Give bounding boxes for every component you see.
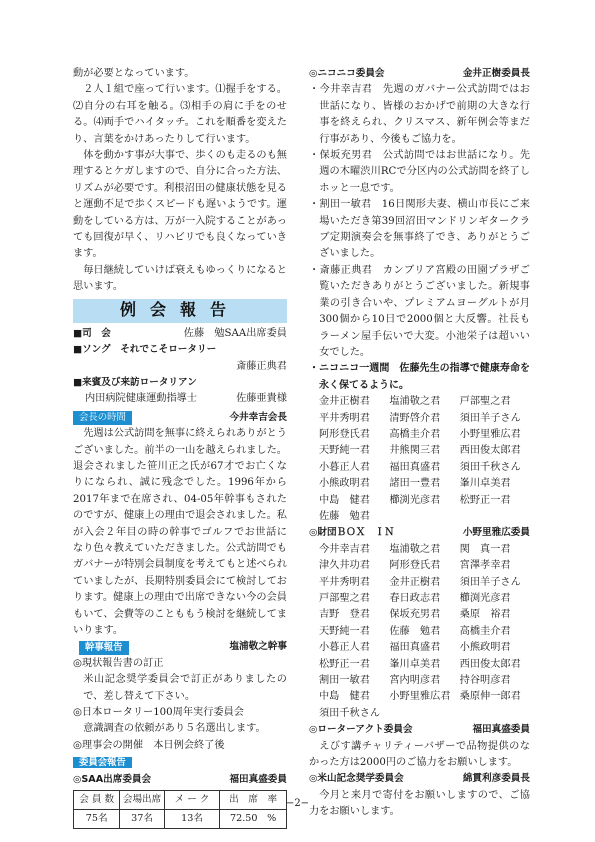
member-name: 阿形登氏君 — [389, 560, 441, 572]
member-name: 高橋圭介君 — [459, 625, 511, 637]
member-name: 割田一敏君 — [319, 675, 370, 687]
member-name: 小野里雅広君 — [389, 691, 451, 703]
president-name: 今井幸吉会長 — [229, 411, 287, 423]
member-name: 井熊関三君 — [389, 445, 441, 457]
member-name: 戸部聖之君 — [459, 396, 511, 408]
guest-label: ■来賓及び来訪ロータリアン — [73, 376, 197, 388]
member-name: 高橋圭介君 — [389, 428, 441, 440]
member-name: 福田真盛君 — [389, 461, 441, 473]
secretary-name: 塩浦敬之幹事 — [229, 641, 287, 653]
member-name: 峯川卓美君 — [459, 478, 511, 490]
song-leader-name: 斎藤正典君 — [236, 360, 287, 372]
moderator-row — [73, 326, 287, 342]
meeting-report-banner: 例会報告 — [73, 299, 287, 323]
niko-entry: ・割田一敏君 16日関形夫妻、横山市長にご来場いただき第39回沼田マンドリンギタークラブ定期演奏会を無事終了でき、ありがとうございました。 — [309, 199, 530, 260]
yoneyama-text: 今月と来月で寄付をお願いしますので、ご協力をお願いします。 — [309, 789, 530, 818]
niko-chair: 金井正樹委員長 — [462, 68, 530, 79]
member-name: 金井正樹君 — [389, 576, 441, 588]
member-name: 今井幸吉君 — [319, 543, 370, 555]
right-column — [309, 66, 530, 821]
box-name: 小野里雅広委員 — [462, 527, 530, 539]
yoneyama-label: ◎米山記念奨学委員会 — [309, 773, 404, 785]
member-name: 諸田一豊君 — [389, 478, 441, 490]
member-name: 関 真一君 — [459, 543, 511, 555]
member-name: 中島 健君 — [319, 691, 370, 703]
member-name: 阿形登氏君 — [319, 428, 370, 440]
table-cell: 72.50 % — [220, 810, 287, 829]
member-name: 天野純一君 — [319, 625, 370, 637]
member-name: 松野正一君 — [459, 494, 511, 506]
member-name: 須田羊子さん — [459, 412, 521, 424]
member-name: 小熊政明君 — [319, 478, 370, 490]
member-name: 津久井功君 — [319, 560, 370, 572]
member-name: 松野正一君 — [319, 658, 370, 670]
saa-row — [73, 772, 287, 788]
member-name: 桑原伸一郎君 — [459, 691, 521, 703]
member-name — [389, 706, 459, 722]
table-header-cell: 会 員 数 — [74, 791, 120, 810]
niko-entry: ・今井幸吉君 先週のガバナー公式訪問ではお世話になり、皆様のおかげで前期の大きな行事を終えられ、クリスマス、新年例会等まだ行事があり、今後もご協力を。 — [309, 84, 530, 145]
member-name: 塩浦敬之君 — [389, 396, 441, 408]
table-header-cell: メ ー ク — [164, 791, 219, 810]
member-name: 櫛渕光彦君 — [459, 593, 511, 604]
member-name: 中島 健君 — [319, 494, 370, 506]
member-name — [460, 706, 530, 722]
yoneyama-header — [309, 771, 530, 787]
member-name: 小熊政明君 — [459, 642, 511, 654]
paragraph: 毎日継続していけば衰えもゆっくりになると思います。 — [73, 264, 287, 293]
box-names — [309, 542, 530, 722]
guest-org: 内田病院健康運動指導士 — [85, 393, 198, 405]
guest-row — [73, 391, 287, 407]
secretary-item: ◎理事会の開催 本日例会終了後 — [73, 739, 225, 751]
table-header-cell: 出 席 率 — [220, 791, 287, 810]
niko-label: ◎ニコニコ委員会 — [309, 68, 385, 79]
member-name: 櫛渕光彦君 — [389, 494, 441, 506]
table-cell: 75名 — [74, 810, 120, 829]
member-name: 佐藤 勉君 — [389, 625, 441, 637]
secretary-item-detail: 米山記念奨学委員会で訂正がありましたので、差し替えて下さい。 — [83, 674, 287, 702]
member-name: 清野啓介君 — [389, 412, 441, 424]
secretary-item: ◎日本ロータリー100周年実行委員会 — [73, 707, 244, 719]
member-name: 戸部聖之君 — [319, 593, 370, 604]
niko-weekly-names — [309, 394, 530, 525]
member-name: 塩浦敬之君 — [389, 543, 441, 555]
secretary-report-tag: 幹事報告 — [79, 641, 129, 655]
member-name: 金井正樹君 — [319, 396, 370, 408]
paragraph: 体を動かす事が大事で、歩くのも走るのも無理するとケガしますので、自分に合った方法、リズムが必要です。利根沼田の健康状態を見ると運動不足で歩くスピードも遅いようです。運動をしている方は、万が一入院することがあっても回復が早く、リハビリでも良くなっていきます。 — [73, 150, 287, 260]
table-row — [74, 810, 287, 829]
table-cell: 13名 — [164, 810, 219, 829]
guest-name: 佐藤亜貴様 — [236, 393, 287, 405]
member-name: 桑原 裕君 — [459, 609, 511, 621]
attendance-table — [73, 790, 287, 829]
song-label: ■ソング それでこそロータリー — [73, 344, 217, 356]
member-name: 平井秀明君 — [319, 576, 370, 588]
paragraph: ２人１組で座って行います。⑴握手をする。⑵自分の右耳を触る。⑶相手の肩に手をのせる。⑷両手でハイタッチ。これを順番を変えたり、言葉をかけあったりして行います。 — [73, 84, 287, 145]
member-name: 須田羊子さん — [459, 576, 521, 588]
president-text: 先週は公式訪問を無事に終えられありがとうございました。前半の一山を越えられました。退会されました笹川正之氏が67才でお亡くなりになられ、誠に残念でした。1996年から2017年まで在席され、04-05年幹事もされたのですが、健康上の理由で退会されました。私が入会２年目の時の幹事でゴルフでお世話になり色々教えていただきました。公式訪問でもガバナーが特別会員制度を考えてもと述べられていましたが、長期特別委員会にて検討しております。健康上の理由で出席できない今の会員もいて、会費等のことももう検討を継続してまいります。 — [73, 428, 287, 636]
saa-label: ◎SAA出席委員会 — [73, 773, 152, 785]
niko-entry: ・斎藤正典君 カンブリア宮殿の田園プラザご覧いただきありがとうございました。新規事業の引き合いや、プレミアムヨーグルトが月300個から10日で2000個と大反響。社長もラーメン屋手伝いで大変。小池栄子は超いい女でした。 — [309, 264, 530, 358]
member-name: 平井秀明君 — [319, 412, 370, 424]
yoneyama-name: 綿貫利彦委員長 — [462, 773, 530, 785]
page-number: −2− — [285, 798, 310, 809]
member-name: 吉野 登君 — [319, 609, 370, 621]
paragraph: 動が必要となっています。 — [73, 68, 195, 79]
table-cell: 37名 — [120, 810, 164, 829]
box-label: ◎財団ＢＯＸ ＩＮ — [309, 527, 395, 539]
secretary-item: ◎現状報告書の訂正 — [73, 657, 164, 669]
rac-text: えびす講チャリティーバザーで品物提供のなかった方は2000円のご協力をお願いします。 — [309, 740, 530, 769]
president-time-tag: 会長の時間 — [73, 411, 132, 425]
member-name: 西田俊太郎君 — [459, 658, 521, 670]
niko-weekly-title: ・ニコニコ一週間 佐藤先生の指導で健康寿命を永く保てるように。 — [309, 363, 530, 391]
member-name — [460, 509, 530, 525]
member-name: 西田俊太郎君 — [459, 445, 521, 457]
committee-report-tag: 委員会報告 — [73, 757, 132, 768]
member-name: 宮澤孝幸君 — [459, 560, 511, 572]
table-header-cell: 会場出席 — [120, 791, 164, 810]
moderator-name: 佐藤 勉SAA出席委員 — [183, 327, 287, 339]
rac-label: ◎ローターアクト委員会 — [309, 724, 413, 736]
member-name: 須田千秋さん — [459, 461, 521, 473]
left-column — [73, 66, 287, 829]
member-name: 保坂充男君 — [389, 609, 441, 621]
secretary-item-detail: 意識調査の依頼があり５名選出します。 — [83, 723, 266, 735]
member-name: 天野純一君 — [319, 445, 370, 457]
member-name: 小野里雅広君 — [459, 428, 521, 440]
member-name: 小暮正人君 — [319, 642, 370, 654]
committee-header — [73, 755, 287, 771]
president-header — [73, 410, 287, 426]
member-name — [389, 509, 459, 525]
member-name: 春日政志君 — [389, 593, 441, 604]
member-name: 持谷明彦君 — [459, 675, 511, 687]
moderator-label: ■司 会 — [73, 327, 111, 339]
rac-name: 福田真盛委員 — [472, 724, 530, 736]
secretary-header — [73, 639, 287, 655]
member-name: 福田真盛君 — [389, 642, 441, 654]
member-name: 宮内明彦君 — [389, 675, 441, 687]
niko-header — [309, 66, 530, 82]
member-name: 峯川卓美君 — [389, 658, 441, 670]
member-name: 須田千秋さん — [319, 707, 381, 719]
box-header — [309, 525, 530, 541]
saa-name: 福田真盛委員 — [229, 773, 287, 785]
niko-entry: ・保坂充男君 公式訪問ではお世話になり。先週の木曜渋川RCで分区内の公式訪問を終了しホッと一息です。 — [309, 150, 530, 194]
member-name: 佐藤 勉君 — [319, 510, 370, 522]
member-name: 小暮正人君 — [319, 461, 370, 473]
rac-header — [309, 722, 530, 738]
